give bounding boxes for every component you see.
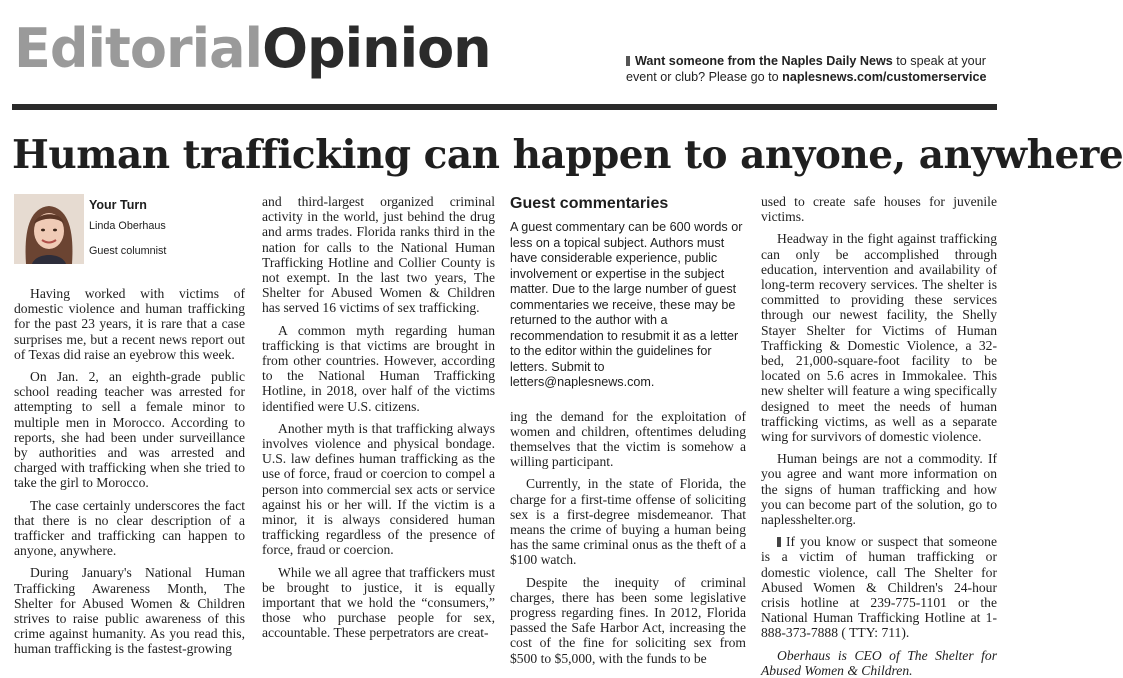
guest-commentaries-box bbox=[510, 194, 746, 409]
hotline-paragraph bbox=[761, 534, 997, 640]
masthead-editorial: Editorial bbox=[14, 17, 263, 80]
paragraph: Another myth is that trafficking always involves violence and physical bondage. U.S. law defines human trafficking as the use of force, fraud or coercion to compel a person into commercial sex acts or service against his or her will. If the victim is a minor, it is always considered human trafficking regardless of the presence of force, fraud or coercion. bbox=[262, 420, 495, 558]
paragraph: Headway in the fight against trafficking can only be accomplished through education, intervention and availability of long-term recovery services. The shelter is committed to providing these services through our newest facility, the Shelly Stayer Shelter for Victims of Human Trafficking & Domestic Violence, a 32-bed, 21,000-square-foot facility to be located on 5.6 acres in Immokalee. This new shelter will feature a wing specifically designed to meet the needs of human trafficking victims, as well as a separate wing for survivors of domestic violence. bbox=[761, 231, 997, 445]
paragraph: Despite the inequity of criminal charges, there has been some legislative progress regarding fines. In 2012, Florida passed the Safe Harbor Act, increasing the cost of the fine for soliciting sex from $500 to $5,000, with the funds to be bbox=[510, 574, 746, 666]
paragraph: During January's National Human Trafficking Awareness Month, The Shelter for Abused Women & Children strives to raise public awareness of this crime against humanity. As you read this, human trafficking is the fastest-growing bbox=[14, 565, 245, 657]
guest-commentaries-body: A guest commentary can be 600 words or less on a topical subject. Authors must have considerable experience, public involvement or expertise in the subject matter. Due to the large number of guest commentaries we receive, these may be returned to the author with a recommendation to resubmit it as a letter to the editor within the guidelines for letters. Submit to letters@naplesnews.com. bbox=[510, 220, 743, 389]
hotline-text: If you know or suspect that someone is a victim of human trafficking or domestic violence, call The Shelter for Abused Women & Children's 24-hour crisis hotline at 239-775-1101 or the National Human Trafficking Hotline at 1-888-373-7888 ( TTY: 711). bbox=[761, 534, 997, 641]
speaker-request-note bbox=[626, 53, 1001, 85]
paragraph: used to create safe houses for juvenile victims. bbox=[761, 194, 997, 225]
author-name: Linda Oberhaus bbox=[89, 220, 166, 233]
masthead-opinion: Opinion bbox=[262, 17, 491, 80]
paragraph: ing the demand for the exploitation of women and children, oftentimes deluding themselves that the victim is somehow a willing participant. bbox=[510, 408, 746, 470]
paragraph: Currently, in the state of Florida, the charge for a first-time offense of soliciting sex is a first-degree misdemeanor. That means the crime of buying a human being has the same criminal onus as the theft of a $100 watch. bbox=[510, 476, 746, 568]
bullet-bar-icon bbox=[777, 537, 781, 547]
article-column-4 bbox=[761, 194, 997, 678]
paragraph: and third-largest organized criminal activity in the world, just behind the drug and arms trades. Florida ranks third in the nation for calls to the National Human Trafficking Hotline and Collier County is not exempt. In the last two years, The Shelter for Abused Women & Children has served 16 victims of sex trafficking. bbox=[262, 194, 495, 316]
paragraph: A common myth regarding human trafficking is that victims are brought in from other countries. However, according to the National Human Trafficking Hotline, in 2018, over half of the victims identified were U.S. citizens. bbox=[262, 322, 495, 414]
author-portrait bbox=[14, 194, 84, 264]
author-signoff: Oberhaus is CEO of The Shelter for Abused Women & Children. bbox=[761, 647, 997, 678]
author-meta bbox=[89, 198, 166, 260]
customer-service-link[interactable]: naplesnews.com/customerservice bbox=[782, 70, 987, 84]
guest-commentaries-title: Guest commentaries bbox=[510, 195, 669, 212]
paragraph: Human beings are not a commodity. If you agree and want more information on the signs of human trafficking and how you can become part of the solution, go to naplesshelter.org. bbox=[761, 451, 997, 528]
section-masthead bbox=[14, 17, 491, 80]
speaker-request-bold: Want someone from the Naples Daily News bbox=[635, 54, 893, 68]
author-block bbox=[14, 194, 245, 286]
paragraph: Having worked with victims of domestic violence and human trafficking for the past 23 years, it is rare that a case surprises me, but a recent news report out of Texas did raise an eyebrow this week. bbox=[14, 286, 245, 362]
article-headline: Human trafficking can happen to anyone, anywhere bbox=[12, 132, 1123, 178]
speaker-request-text: to speak at your event or club? Please go to bbox=[626, 54, 986, 84]
paragraph: On Jan. 2, an eighth-grade public school reading teacher was arrested for attempting to sell a female minor to multiple men in Morocco. According to reports, she had been under surveillance by authorities and was arrested and charged with trafficking when she tried to take the girl to Morocco. bbox=[14, 369, 245, 491]
bullet-bar-icon bbox=[626, 56, 630, 66]
author-role: Guest columnist bbox=[89, 245, 167, 258]
article-column-3 bbox=[510, 194, 746, 666]
header-rule bbox=[12, 104, 997, 110]
paragraph: The case certainly underscores the fact that there is no clear description of a trafficker and trafficking can happen to anyone, anywhere. bbox=[14, 497, 245, 559]
paragraph: While we all agree that traffickers must be brought to justice, it is equally important that we hold the “consumers,” those who purchase people for sex, accountable. These perpetrators are creat- bbox=[262, 564, 495, 641]
column-kicker: Your Turn bbox=[89, 198, 147, 212]
article-column-1 bbox=[14, 194, 245, 657]
article-column-2 bbox=[262, 194, 495, 641]
